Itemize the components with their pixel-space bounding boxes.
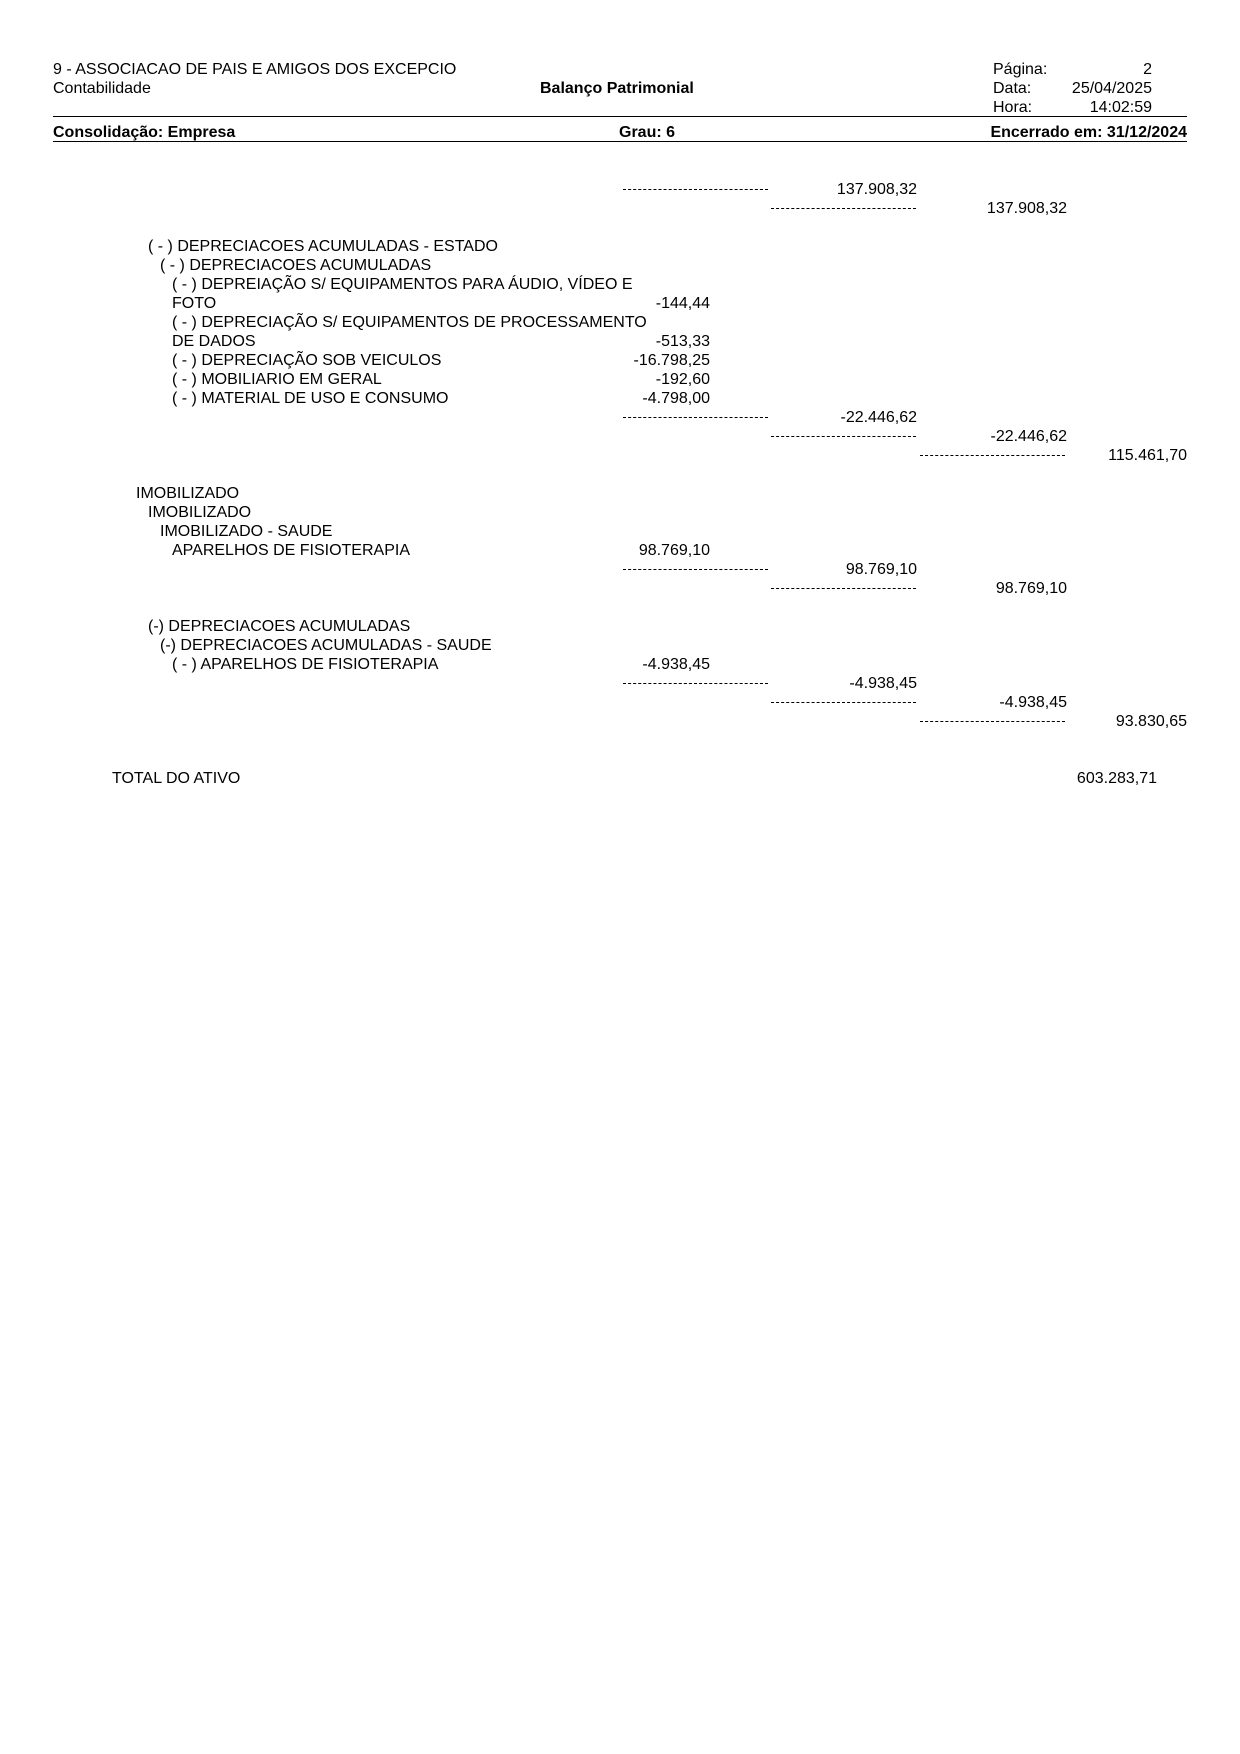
subtotal-level3: -22.446,62 xyxy=(840,409,917,426)
subtotal-separator xyxy=(771,436,916,437)
module-name: Contabilidade xyxy=(53,80,151,97)
time-label: Hora: xyxy=(993,99,1033,116)
subtotal-separator xyxy=(920,455,1065,456)
company-name: 9 - ASSOCIACAO DE PAIS E AMIGOS DOS EXCEPCIO xyxy=(53,61,457,78)
date-label: Data: xyxy=(993,80,1032,97)
account-label-continued: FOTO xyxy=(172,295,217,312)
header-divider-bottom xyxy=(53,141,1187,142)
page-number: 2 xyxy=(1143,61,1152,78)
account-label: ( - ) MOBILIARIO EM GERAL xyxy=(172,371,382,388)
subtotal-separator xyxy=(920,721,1065,722)
account-label: ( - ) APARELHOS DE FISIOTERAPIA xyxy=(172,656,439,673)
account-label: ( - ) MATERIAL DE USO E CONSUMO xyxy=(172,390,449,407)
subtotal-level1: 115.461,70 xyxy=(1108,447,1187,464)
account-value: 98.769,10 xyxy=(638,542,710,559)
subtotal-level2: 98.769,10 xyxy=(995,580,1067,597)
total-assets-label: TOTAL DO ATIVO xyxy=(112,770,241,787)
subtotal-separator xyxy=(771,702,916,703)
closed-date-label: Encerrado em: 31/12/2024 xyxy=(990,124,1187,141)
page-label: Página: xyxy=(993,61,1048,78)
account-value: -4.938,45 xyxy=(642,656,710,673)
group-heading: (-) DEPRECIACOES ACUMULADAS xyxy=(148,618,411,635)
subtotal-level3: 98.769,10 xyxy=(845,561,917,578)
subtotal-separator xyxy=(771,208,916,209)
subtotal-level3: -4.938,45 xyxy=(849,675,917,692)
subtotal-level1: 93.830,65 xyxy=(1115,713,1187,730)
group-heading: (-) DEPRECIACOES ACUMULADAS - SAUDE xyxy=(160,637,492,654)
group-heading: ( - ) DEPRECIACOES ACUMULADAS xyxy=(160,257,432,274)
account-value: -144,44 xyxy=(655,295,710,312)
report-title: Balanço Patrimonial xyxy=(540,80,694,97)
subtotal-separator xyxy=(623,683,768,684)
account-label: ( - ) DEPRECIAÇÃO SOB VEICULOS xyxy=(172,352,442,369)
subtotal-separator xyxy=(623,189,768,190)
date-value: 25/04/2025 xyxy=(1071,80,1152,97)
level-label: Grau: 6 xyxy=(619,124,676,141)
subtotal-separator xyxy=(623,569,768,570)
account-label: ( - ) DEPREIAÇÃO S/ EQUIPAMENTOS PARA ÁUDIO, VÍDEO E xyxy=(172,276,633,293)
subtotal-level2: 137.908,32 xyxy=(986,200,1067,217)
account-label: ( - ) DEPRECIAÇÃO S/ EQUIPAMENTOS DE PROCESSAMENTO xyxy=(172,314,647,331)
time-value: 14:02:59 xyxy=(1089,99,1152,116)
account-value: -513,33 xyxy=(655,333,710,350)
subtotal-separator xyxy=(623,417,768,418)
subtotal-separator xyxy=(771,588,916,589)
total-assets-value: 603.283,71 xyxy=(1076,770,1157,787)
account-value: -4.798,00 xyxy=(642,390,710,407)
consolidation-label: Consolidação: Empresa xyxy=(53,124,236,141)
account-label: APARELHOS DE FISIOTERAPIA xyxy=(172,542,410,559)
account-value: -16.798,25 xyxy=(633,352,710,369)
group-heading: IMOBILIZADO xyxy=(148,504,252,521)
subtotal-level2: -22.446,62 xyxy=(990,428,1067,445)
group-heading: IMOBILIZADO xyxy=(136,485,240,502)
header-divider-top xyxy=(53,116,1187,117)
account-value: -192,60 xyxy=(655,371,710,388)
group-heading: IMOBILIZADO - SAUDE xyxy=(160,523,333,540)
subtotal-level3: 137.908,32 xyxy=(836,181,917,198)
subtotal-level2: -4.938,45 xyxy=(999,694,1067,711)
group-heading: ( - ) DEPRECIACOES ACUMULADAS - ESTADO xyxy=(148,238,498,255)
account-label-continued: DE DADOS xyxy=(172,333,256,350)
